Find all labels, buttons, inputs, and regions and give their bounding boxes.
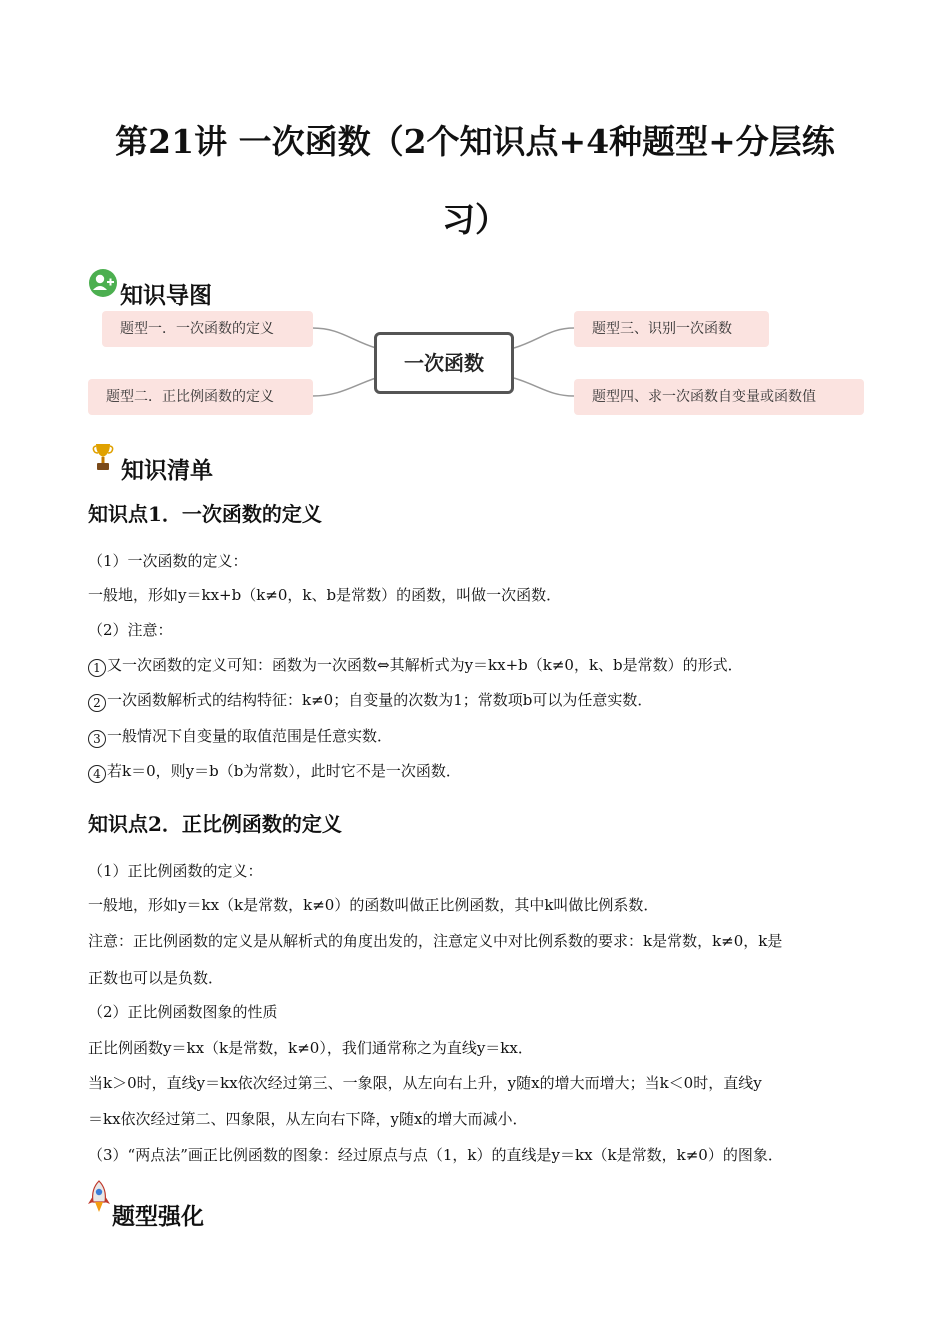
kp2-title: 知识点2．正比例函数的定义 (88, 812, 342, 836)
rocket-icon (86, 1180, 112, 1218)
mindmap-node-2: 题型二．正比例函数的定义 (88, 379, 313, 415)
kp1-note-4-text: 若k＝0，则y＝b（b为常数），此时它不是一次函数． (107, 762, 461, 780)
kp2-line-6a: 当k＞0时，直线y＝kx依次经过第三、一象限，从左向右上升，y随x的增大而增大；当k＜0时，直线y (88, 1074, 762, 1092)
mindmap-center: 一次函数 (374, 332, 514, 394)
kp1-line-2: 一般地，形如y＝kx+b（k≠0，k、b是常数）的函数，叫做一次函数． (88, 586, 562, 604)
mindmap-node-3: 题型三、识别一次函数 (574, 311, 769, 347)
kp1-title: 知识点1．一次函数的定义 (88, 502, 322, 526)
kp2-line-1: （1）正比例函数的定义： (88, 862, 263, 880)
circled-number-2: 2 (88, 694, 106, 712)
kp2-line-3a: 注意：正比例函数的定义是从解析式的角度出发的，注意定义中对比例系数的要求：k是常数，k≠0，k是 (88, 932, 783, 950)
kp1-note-3 (88, 727, 868, 748)
circled-number-4: 4 (88, 765, 106, 783)
user-add-icon (88, 268, 118, 302)
kp1-note-1 (88, 656, 868, 677)
kp1-note-2-text: 一次函数解析式的结构特征：k≠0；自变量的次数为1；常数项b可以为任意实数． (107, 691, 653, 709)
mindmap-heading: 知识导图 (120, 282, 212, 309)
kp1-note-1-text: 又一次函数的定义可知：函数为一次函数⇔其解析式为y＝kx+b（k≠0，k、b是常数）的形式． (107, 656, 743, 674)
kp1-note-4 (88, 762, 868, 783)
kp2-line-6b: ＝kx依次经过第二、四象限，从左向右下降，y随x的增大而减小． (88, 1110, 528, 1128)
kp1-line-1: （1）一次函数的定义： (88, 552, 248, 570)
kp2-line-3b: 正数也可以是负数． (88, 969, 224, 987)
kp2-line-4: （2）正比例函数图象的性质 (88, 1003, 278, 1021)
circled-number-3: 3 (88, 730, 106, 748)
kp2-line-7: （3）“两点法”画正比例函数的图象：经过原点与点（1，k）的直线是y＝kx（k是常数，k≠0）的图象． (88, 1146, 783, 1164)
kp1-note-2 (88, 691, 868, 712)
mindmap-node-4: 题型四、求一次函数自变量或函数值 (574, 379, 864, 415)
page-title-continued: 习） (442, 200, 508, 239)
kp1-line-3: （2）注意： (88, 621, 173, 639)
list-heading: 知识清单 (121, 457, 213, 484)
kp2-line-5: 正比例函数y＝kx（k是常数，k≠0），我们通常称之为直线y＝kx． (88, 1039, 533, 1057)
mindmap-node-1: 题型一．一次函数的定义 (102, 311, 313, 347)
kp2-line-2: 一般地，形如y＝kx（k是常数，k≠0）的函数叫做正比例函数，其中k叫做比例系数． (88, 896, 659, 914)
kp1-note-3-text: 一般情况下自变量的取值范围是任意实数． (107, 727, 393, 745)
page-title: 第21讲 一次函数（2个知识点+4种题型+分层练 (115, 122, 835, 161)
practice-heading: 题型强化 (112, 1203, 204, 1230)
circled-number-1: 1 (88, 659, 106, 677)
trophy-icon (92, 442, 114, 476)
